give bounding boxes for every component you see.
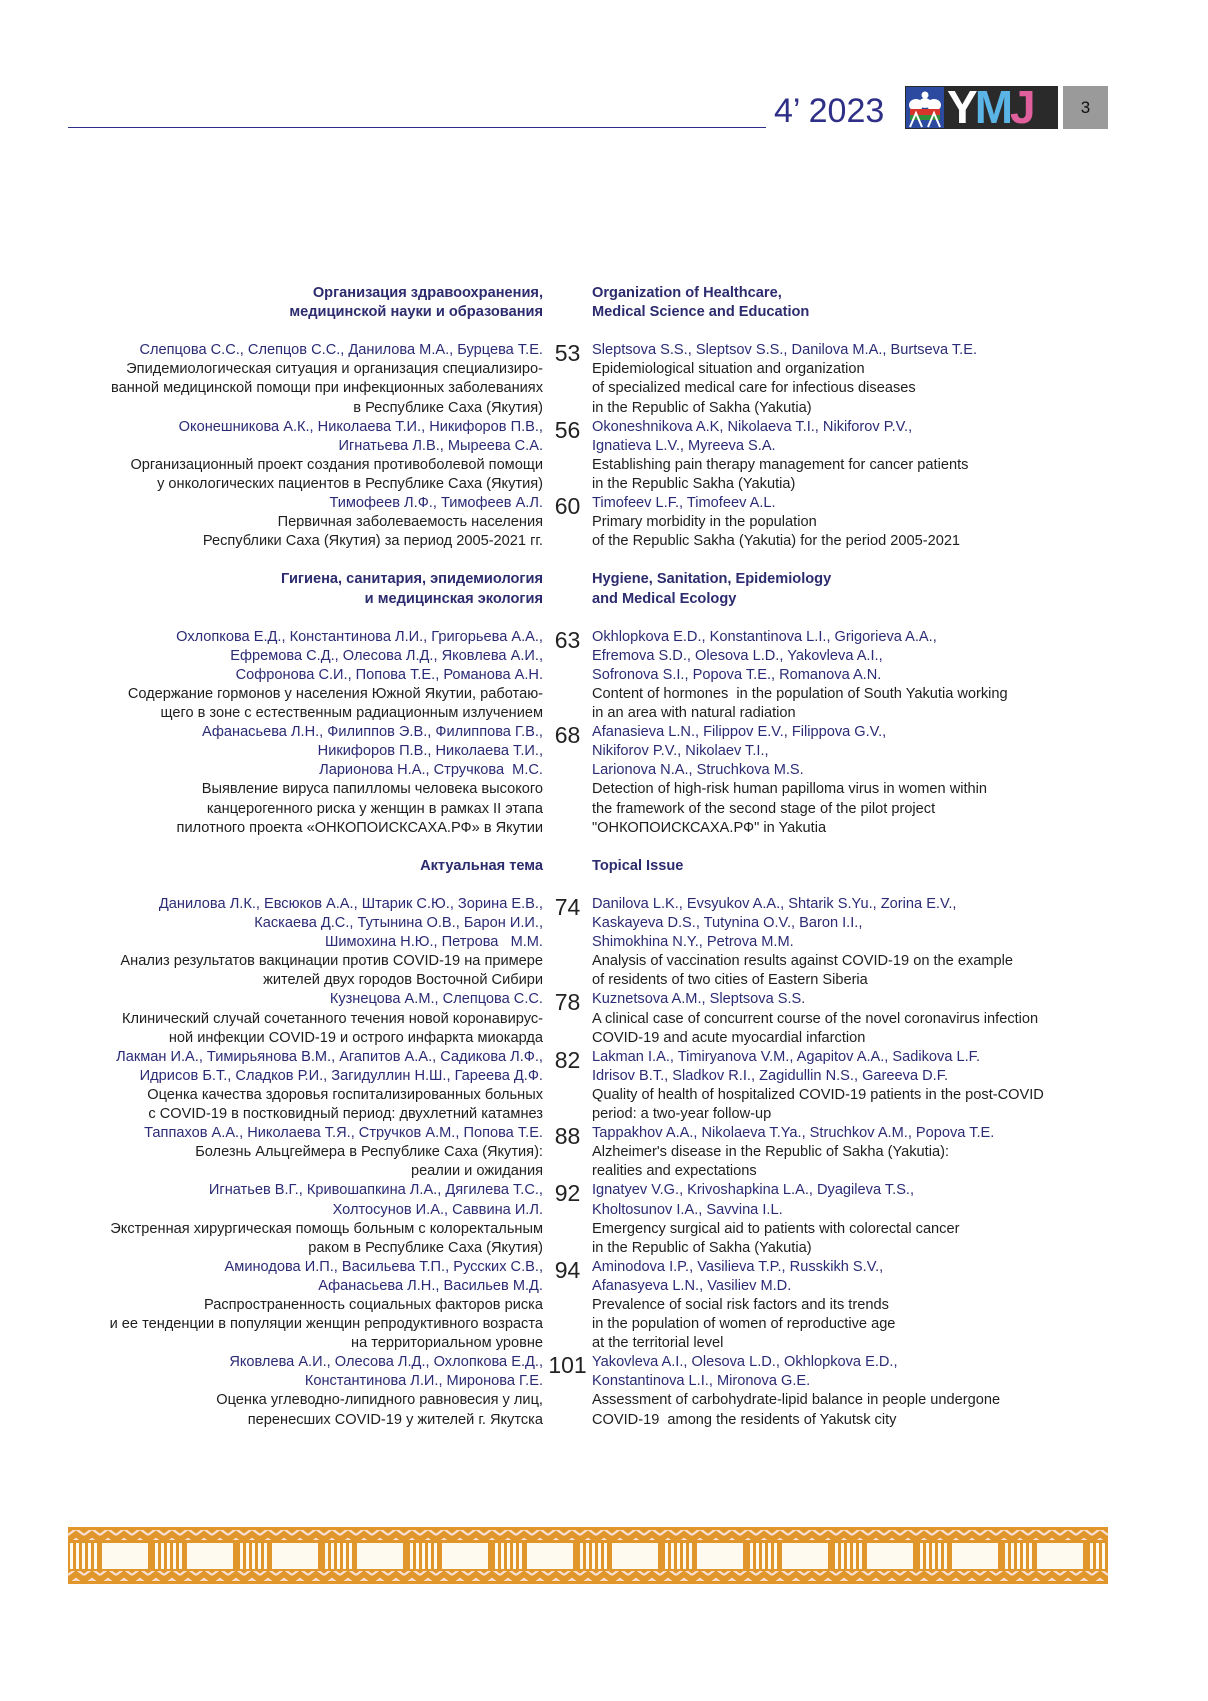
title-en: Establishing pain therapy management for cancer patients xyxy=(592,456,969,473)
entry-en xyxy=(592,1124,1152,1181)
entry-en xyxy=(592,341,1152,417)
title-en: Content of hormones in the population of South Yakutia working xyxy=(592,685,1008,702)
toc-entry[interactable] xyxy=(0,895,1208,990)
title-en: of residents of two cities of Eastern Siberia xyxy=(592,972,868,989)
entry-ru xyxy=(0,628,543,723)
authors-en: Sofronova S.I., Popova T.E., Romanova A.N. xyxy=(592,666,882,683)
authors-en: Kuznetsova A.M., Sleptsova S.S. xyxy=(592,991,806,1008)
heading-line-ru: Гигиена, санитария, эпидемиология xyxy=(281,571,543,588)
authors-en: Larionova N.A., Struchkova M.S. xyxy=(592,762,804,779)
authors-en: Afanasyeva L.N., Vasiliev M.D. xyxy=(592,1277,792,1294)
title-en: of specialized medical care for infectious diseases xyxy=(592,380,916,397)
authors-en: Efremova S.D., Olesova L.D., Yakovleva A.I., xyxy=(592,647,883,664)
authors-ru: Тимофеев Л.Ф., Тимофеев А.Л. xyxy=(329,495,543,512)
entry-page-number: 68 xyxy=(554,722,581,749)
entry-ru xyxy=(0,990,543,1047)
authors-en: Idrisov B.T., Sladkov R.I., Zagidullin N.S., Gareeva D.F. xyxy=(592,1067,949,1084)
title-ru: и ее тенденции в популяции женщин репродуктивного возраста xyxy=(109,1316,543,1333)
entry-page-number: 53 xyxy=(554,340,581,367)
title-ru: Анализ результатов вакцинации против COVID-19 на примере xyxy=(120,953,543,970)
title-ru: Республики Саха (Якутия) за период 2005-2021 гг. xyxy=(202,533,543,550)
entry-page-number: 74 xyxy=(554,894,581,920)
heading-line-ru: Актуальная тема xyxy=(420,857,543,874)
heading-line-en: and Medical Ecology xyxy=(592,590,737,607)
entry-en xyxy=(592,1353,1152,1429)
authors-en: Shimokhina N.Y., Petrova M.M. xyxy=(592,934,794,951)
section-heading-ru xyxy=(0,570,543,608)
title-en: in the Republic of Sakha (Yakutia) xyxy=(592,1239,812,1256)
title-ru: Оценка качества здоровья госпитализированных больных xyxy=(147,1086,543,1103)
authors-ru: Оконешникова А.К., Николаева Т.И., Никифоров П.В., xyxy=(178,418,543,435)
title-en: in an area with natural radiation xyxy=(592,705,796,722)
section-heading-ru xyxy=(0,857,543,876)
authors-en: Ignatieva L.V., Myreeva S.A. xyxy=(592,437,776,454)
entry-en xyxy=(592,1181,1152,1257)
entry-en xyxy=(592,723,1152,838)
authors-ru: Ефремова С.Д., Олесова Л.Д., Яковлева А.И., xyxy=(230,647,543,664)
title-ru: Первичная заболеваемость населения xyxy=(277,514,543,531)
entry-page-number: 63 xyxy=(554,626,581,653)
authors-en: Okoneshnikova A.K, Nikolaeva T.I., Nikiforov P.V., xyxy=(592,418,913,435)
heading-line-ru: Организация здравоохранения, xyxy=(312,285,543,301)
entry-en xyxy=(592,1048,1152,1124)
toc-entry[interactable] xyxy=(0,418,1208,494)
authors-ru: Шимохина Н.Ю., Петрова М.М. xyxy=(324,934,543,951)
entry-ru xyxy=(0,895,543,990)
heading-line-en: Topical Issue xyxy=(592,857,684,874)
authors-ru: Константинова Л.И., Миронова Г.Е. xyxy=(304,1373,543,1390)
entry-ru xyxy=(0,723,543,838)
title-ru: Клинический случай сочетанного течения новой коронавирус- xyxy=(121,1010,543,1027)
title-ru: раком в Республике Саха (Якутия) xyxy=(308,1239,543,1256)
title-ru: Болезнь Альцгеймера в Республике Саха (Якутия): xyxy=(195,1144,543,1161)
entry-ru xyxy=(0,1048,543,1124)
authors-ru: Слепцова С.С., Слепцов С.С., Данилова М.А., Бурцева Т.Е. xyxy=(139,342,543,359)
title-ru: жителей двух городов Восточной Сибири xyxy=(263,972,543,989)
title-en: "ОНКОПОИСКСАХА.РФ" in Yakutia xyxy=(592,819,827,836)
section-heading-ru xyxy=(0,284,543,322)
entry-ru xyxy=(0,418,543,494)
title-en: realities and expectations xyxy=(592,1163,757,1180)
section-heading xyxy=(0,857,1208,876)
authors-en: Lakman I.A., Timiryanova V.M., Agapitov A.A., Sadikova L.F. xyxy=(592,1048,981,1065)
authors-en: Konstantinova L.I., Mironova G.E. xyxy=(592,1373,811,1390)
spacer xyxy=(543,857,592,876)
entry-page-number: 94 xyxy=(554,1256,581,1283)
title-ru: пилотного проекта «ОНКОПОИСКСАХА.РФ» в Якутии xyxy=(176,819,543,836)
title-ru: у онкологических пациентов в Республике Саха (Якутия) xyxy=(157,475,543,492)
entry-en xyxy=(592,895,1152,990)
entry-page-number: 92 xyxy=(554,1180,581,1207)
entry-page-number: 88 xyxy=(554,1123,581,1150)
section-heading xyxy=(0,284,1208,322)
title-ru: в Республике Саха (Якутия) xyxy=(353,399,543,416)
heading-spacer xyxy=(0,322,1208,341)
table-of-contents xyxy=(0,284,1208,1430)
title-ru: перенесших COVID-19 у жителей г. Якутска xyxy=(247,1411,543,1428)
title-ru: ванной медицинской помощи при инфекционных заболеваниях xyxy=(110,380,543,397)
journal-logo xyxy=(905,81,1058,133)
authors-ru: Идрисов Б.Т., Сладков Р.И., Загидуллин Н.Ш., Гареева Д.Ф. xyxy=(139,1067,543,1084)
issue-number: 4’ 2023 xyxy=(774,92,885,130)
authors-en: Sleptsova S.S., Sleptsov S.S., Danilova M.A., Burtseva T.E. xyxy=(592,342,978,359)
authors-en: Danilova L.K., Evsyukov A.A., Shtarik S.Yu., Zorina E.V., xyxy=(592,896,957,912)
authors-en: Afanasieva L.N., Filippov E.V., Filippova G.V., xyxy=(592,724,887,741)
heading-spacer xyxy=(0,876,1208,895)
toc-entry[interactable] xyxy=(0,1124,1208,1181)
authors-en: Okhlopkova E.D., Konstantinova L.I., Grigorieva A.A., xyxy=(592,628,937,645)
toc-entry[interactable] xyxy=(0,1353,1208,1429)
entry-en xyxy=(592,990,1152,1047)
title-ru: канцерогенного риска у женщин в рамках II этапа xyxy=(206,800,543,817)
authors-ru: Холтосунов И.А., Саввина И.Л. xyxy=(332,1201,543,1218)
title-en: in the population of women of reproductive age xyxy=(592,1316,896,1333)
authors-en: Kaskayeva D.S., Tutynina O.V., Baron I.I., xyxy=(592,915,863,932)
title-en: Assessment of carbohydrate-lipid balance in people undergone xyxy=(592,1392,1001,1409)
authors-ru: Таппахов А.А., Николаева Т.Я., Стручков А.М., Попова Т.Е. xyxy=(144,1125,543,1142)
toc-entry[interactable] xyxy=(0,494,1208,551)
heading-line-en: Medical Science and Education xyxy=(592,304,810,321)
heading-line-en: Organization of Healthcare, xyxy=(592,285,782,301)
authors-ru: Охлопкова Е.Д., Константинова Л.И., Григорьева А.А., xyxy=(176,628,543,645)
authors-ru: Никифоров П.В., Николаева Т.И., xyxy=(317,743,543,760)
heading-line-ru: и медицинская экология xyxy=(364,590,543,607)
title-ru: на территориальном уровне xyxy=(351,1335,543,1352)
authors-ru: Данилова Л.К., Евсюков А.А., Штарик С.Ю., Зорина Е.В., xyxy=(158,896,543,912)
authors-ru: Игнатьева Л.В., Мыреева С.А. xyxy=(338,437,543,454)
title-en: Alzheimer's disease in the Republic of Sakha (Yakutia): xyxy=(592,1144,949,1161)
title-en: Detection of high-risk human papilloma virus in women within xyxy=(592,781,988,798)
entry-ru xyxy=(0,1353,543,1429)
title-ru: Оценка углеводно-липидного равновесия у лиц, xyxy=(216,1392,543,1409)
title-en: Prevalence of social risk factors and its trends xyxy=(592,1296,889,1313)
title-ru: Содержание гормонов у населения Южной Якутии, работаю- xyxy=(127,685,543,702)
title-ru: ной инфекции COVID-19 и острого инфаркта миокарда xyxy=(168,1029,543,1046)
entry-ru xyxy=(0,1258,543,1353)
authors-en: Nikiforov P.V., Nikolaev T.I., xyxy=(592,743,769,760)
title-ru: реалии и ожидания xyxy=(410,1163,543,1180)
header-rule xyxy=(68,127,766,128)
entry-en xyxy=(592,1258,1152,1353)
title-ru: Выявление вируса папилломы человека высокого xyxy=(201,781,543,798)
authors-en: Aminodova I.P., Vasilieva T.P., Russkikh S.V., xyxy=(592,1258,884,1275)
section-heading-en xyxy=(592,857,1152,876)
authors-en: Yakovleva A.I., Olesova L.D., Okhlopkova E.D., xyxy=(592,1354,898,1371)
entry-ru xyxy=(0,494,543,551)
authors-ru: Афанасьева Л.Н., Васильев М.Д. xyxy=(318,1277,543,1294)
title-en: COVID-19 among the residents of Yakutsk city xyxy=(592,1411,897,1428)
title-en: Analysis of vaccination results against COVID-19 on the example xyxy=(592,953,1013,970)
spacer xyxy=(543,570,592,608)
entry-en xyxy=(592,628,1152,723)
title-ru: щего в зоне с естественным радиационным излучением xyxy=(160,705,543,722)
toc-entry[interactable] xyxy=(0,723,1208,838)
entry-page-number: 56 xyxy=(554,416,581,443)
toc-entry[interactable] xyxy=(0,1048,1208,1124)
section-heading xyxy=(0,570,1208,608)
title-en: period: a two-year follow-up xyxy=(592,1106,772,1123)
authors-ru: Ларионова Н.А., Стручкова М.С. xyxy=(319,762,543,779)
authors-en: Timofeev L.F., Timofeev A.L. xyxy=(592,495,776,512)
authors-ru: Афанасьева Л.Н., Филиппов Э.В., Филиппова Г.В., xyxy=(201,724,543,741)
authors-en: Tappakhov A.A., Nikolaeva T.Ya., Struchkov A.M., Popova T.E. xyxy=(592,1125,995,1142)
title-ru: Экстренная хирургическая помощь больным с колоректальным xyxy=(110,1220,543,1237)
heading-spacer xyxy=(0,609,1208,628)
heading-line-ru: медицинской науки и образования xyxy=(289,304,543,321)
title-ru: Распространенность социальных факторов риска xyxy=(203,1296,543,1313)
spacer xyxy=(543,284,592,322)
toc-entry[interactable] xyxy=(0,341,1208,417)
entry-page-number: 82 xyxy=(554,1046,581,1073)
emblem-icon xyxy=(906,87,944,128)
entry-ru xyxy=(0,341,543,417)
entry-en xyxy=(592,494,1152,551)
title-ru: с COVID-19 в постковидный период: двухлетний катамнез xyxy=(148,1106,543,1123)
entry-page-number: 60 xyxy=(554,493,581,520)
entry-en xyxy=(592,418,1152,494)
title-en: COVID-19 and acute myocardial infarction xyxy=(592,1029,866,1046)
toc-entry[interactable] xyxy=(0,1258,1208,1353)
section-heading-en xyxy=(592,284,1152,322)
authors-ru: Игнатьев В.Г., Кривошапкина Л.А., Дягилева Т.С., xyxy=(208,1182,543,1199)
entry-ru xyxy=(0,1124,543,1181)
section-spacer xyxy=(0,551,1208,570)
ornament-border xyxy=(68,1527,1108,1584)
authors-ru: Яковлева А.И., Олесова Л.Д., Охлопкова Е.Д., xyxy=(229,1354,543,1371)
toc-entry[interactable] xyxy=(0,1181,1208,1257)
authors-ru: Кузнецова А.М., Слепцова С.С. xyxy=(329,991,543,1008)
title-en: Quality of health of hospitalized COVID-19 patients in the post-COVID xyxy=(592,1086,1044,1103)
title-en: of the Republic Sakha (Yakutia) for the period 2005-2021 xyxy=(592,533,961,550)
title-en: in the Republic Sakha (Yakutia) xyxy=(592,475,796,492)
title-en: the framework of the second stage of the pilot project xyxy=(592,800,936,817)
title-en: Emergency surgical aid to patients with colorectal cancer xyxy=(592,1220,960,1237)
title-en: in the Republic of Sakha (Yakutia) xyxy=(592,399,812,416)
authors-en: Kholtosunov I.A., Savvina I.L. xyxy=(592,1201,783,1218)
toc-entry[interactable] xyxy=(0,628,1208,723)
title-ru: Эпидемиологическая ситуация и организация специализиро- xyxy=(126,361,543,378)
toc-entry[interactable] xyxy=(0,990,1208,1047)
section-heading-en xyxy=(592,570,1152,608)
title-en: Epidemiological situation and organization xyxy=(592,361,865,378)
heading-line-en: Hygiene, Sanitation, Epidemiology xyxy=(592,571,832,588)
authors-ru: Аминодова И.П., Васильева Т.П., Русских С.В., xyxy=(224,1258,543,1275)
authors-ru: Софронова С.И., Попова Т.Е., Романова А.Н. xyxy=(235,666,543,683)
section-spacer xyxy=(0,838,1208,857)
page-number: 3 xyxy=(1063,86,1108,129)
authors-en: Ignatyev V.G., Krivoshapkina L.A., Dyagileva T.S., xyxy=(592,1182,915,1199)
logo-text: YMJ xyxy=(947,81,1033,133)
title-ru: Организационный проект создания противоболевой помощи xyxy=(130,456,543,473)
entry-page-number: 78 xyxy=(554,989,581,1016)
entry-ru xyxy=(0,1181,543,1257)
authors-ru: Каскаева Д.С., Тутынина О.В., Барон И.И., xyxy=(254,915,543,932)
title-en: Primary morbidity in the population xyxy=(592,514,817,531)
title-en: A clinical case of concurrent course of the novel coronavirus infection xyxy=(592,1010,1039,1027)
title-en: at the territorial level xyxy=(592,1335,724,1352)
entry-page-number: 101 xyxy=(548,1352,587,1379)
authors-ru: Лакман И.А., Тимирьянова В.М., Агапитов А.А., Садикова Л.Ф., xyxy=(116,1048,543,1065)
